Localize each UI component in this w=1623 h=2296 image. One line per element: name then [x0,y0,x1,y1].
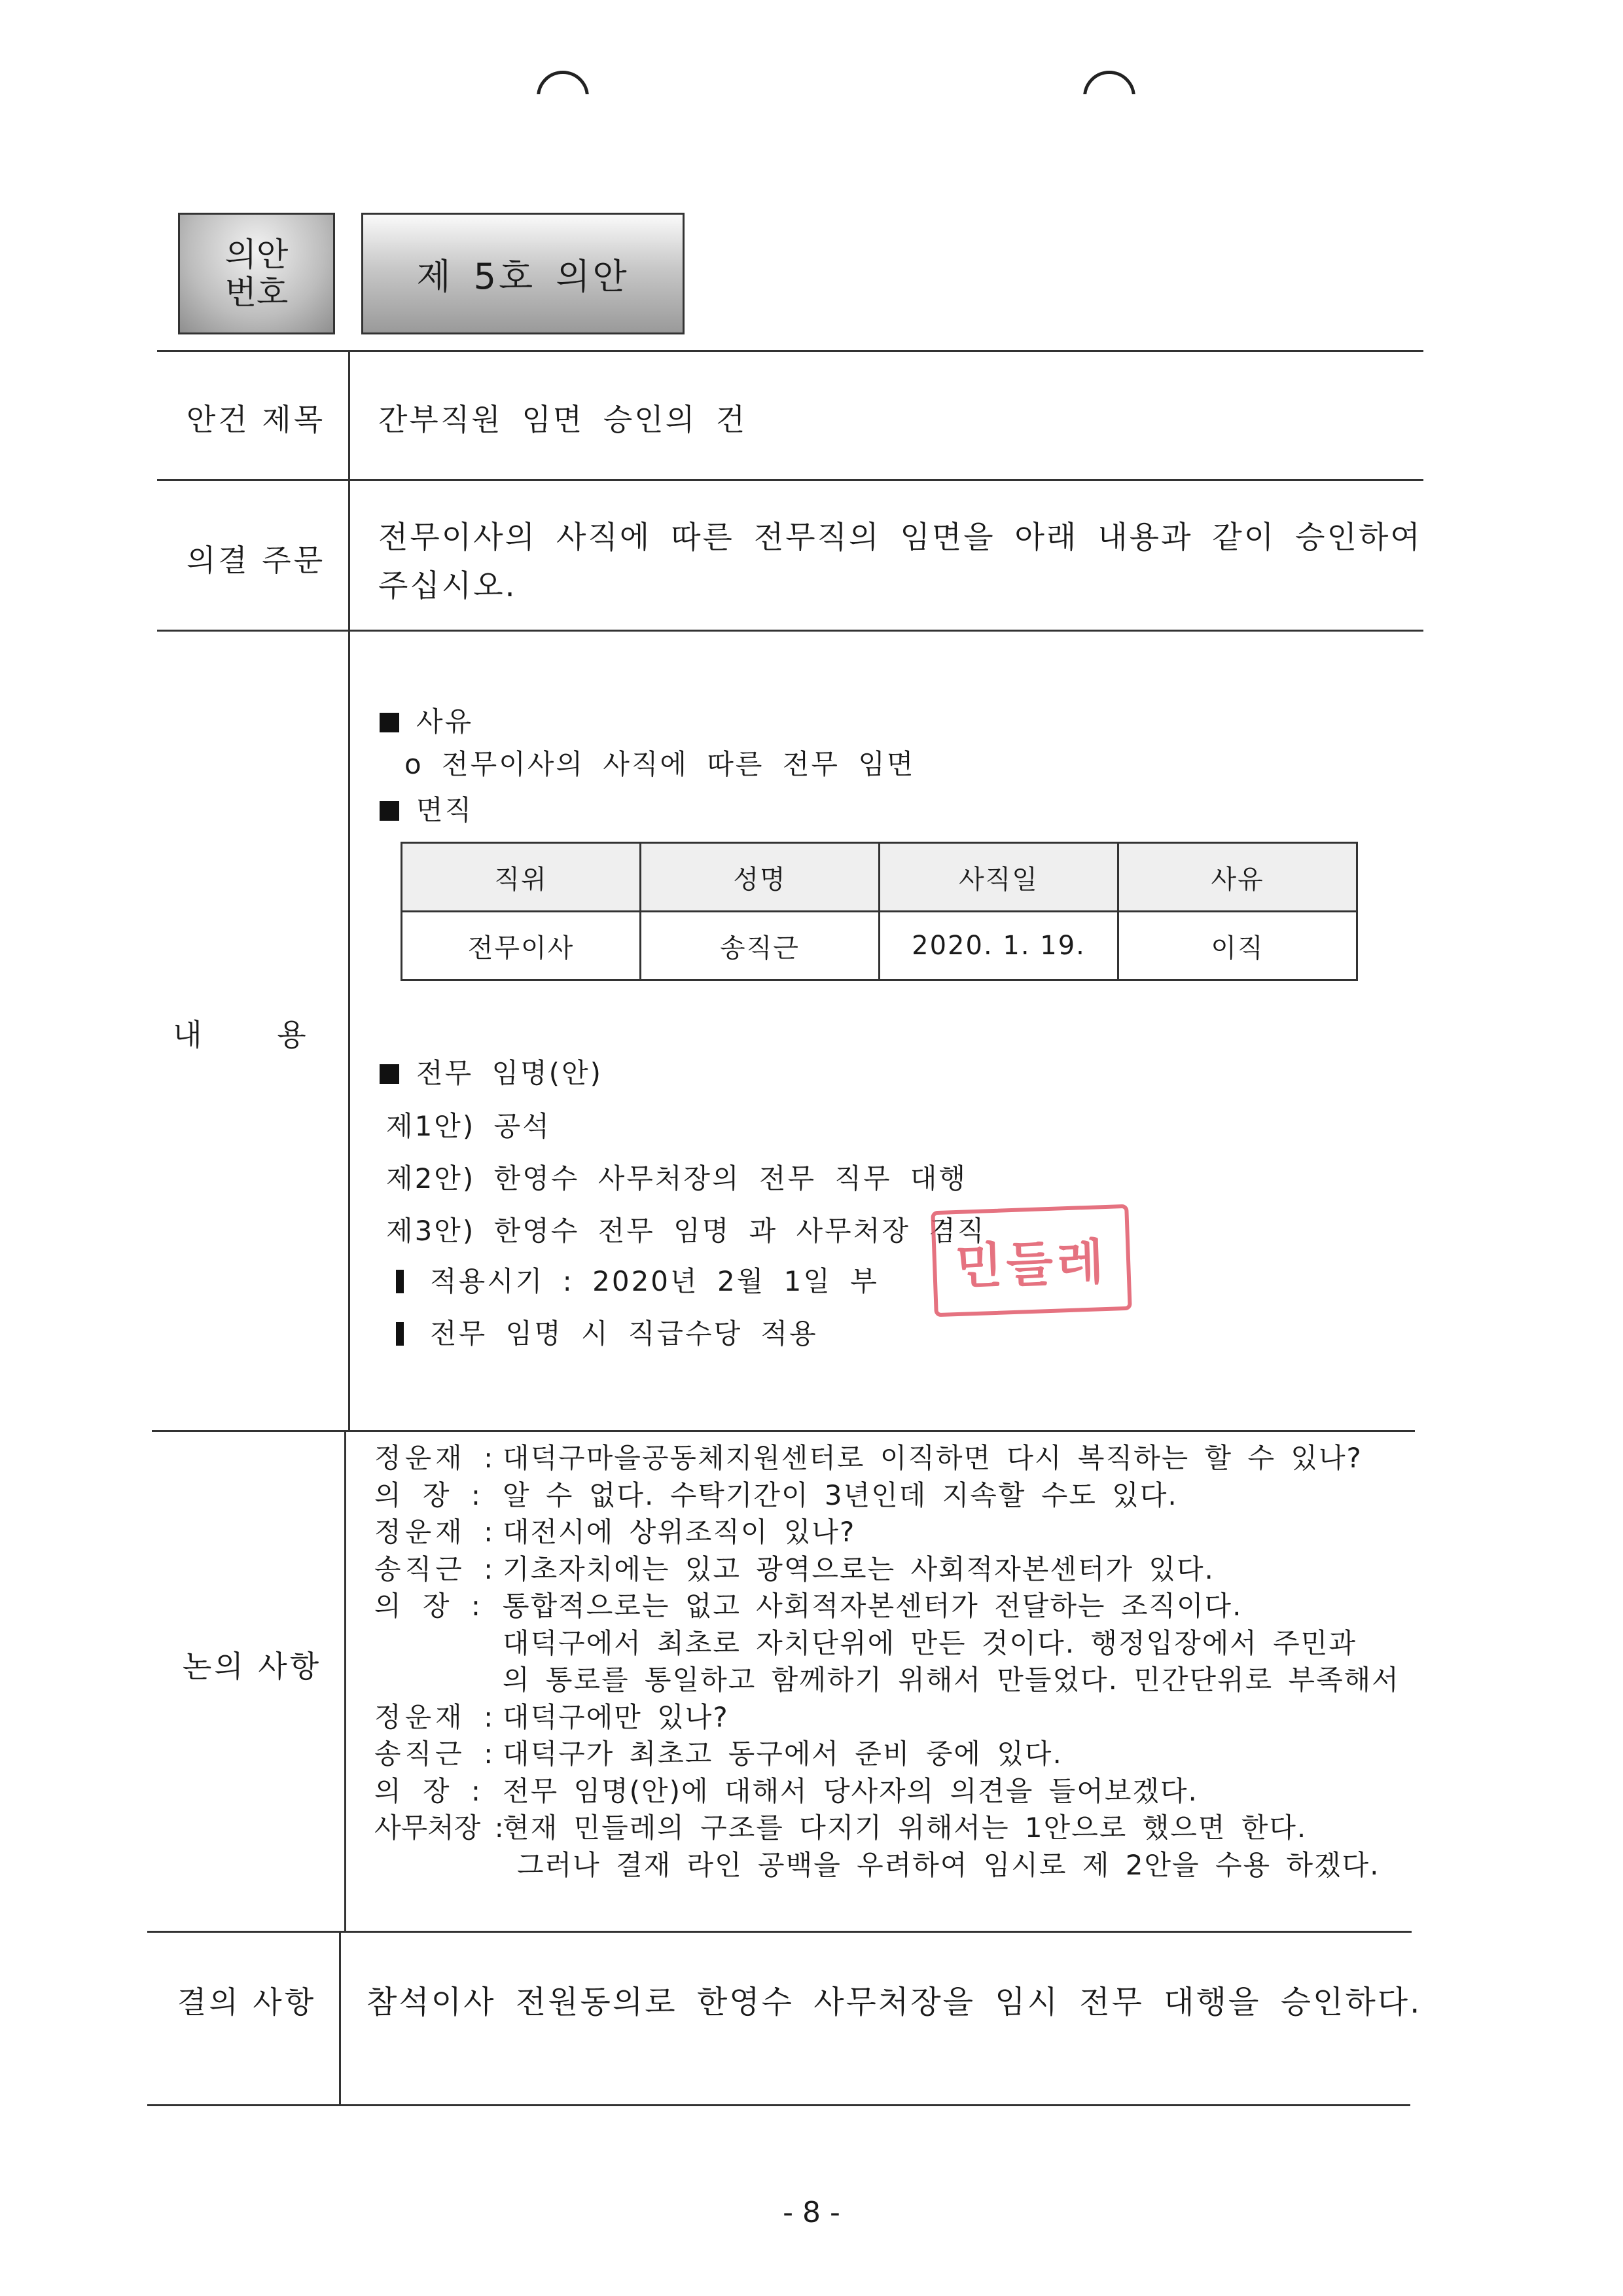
punch-hole-right [1083,71,1135,123]
column-divider-upper [348,350,350,1430]
table-cell-name: 송직근 [641,912,880,980]
square-bullet-icon [380,713,399,732]
table-cell-reason: 이직 [1118,912,1357,980]
dismissal-table [401,842,1358,981]
option-3-key: 제3안) [386,1215,476,1247]
page-number: - 8 - [783,2196,840,2229]
discussion-line: 정운재 : 대덕구마을공동체지원센터로 이직하면 다시 복직하는 할 수 있나? [374,1442,1363,1474]
reason-item: o 전무이사의 사직에 따른 전무 임면 [404,748,916,780]
option-1-key: 제1안) [386,1110,476,1142]
agenda-number-badge [178,213,685,331]
agenda-title-label: 안건 제목 [186,402,326,437]
option-3 [386,1210,986,1249]
agenda-number-label-line1: 의안 [224,236,289,274]
bar-bullet-icon [396,1322,404,1346]
punch-hole-left [537,71,589,123]
rule-bottom [147,2104,1410,2106]
option-1-text: 공석 [493,1110,551,1142]
agenda-number-label [178,213,335,334]
table-header-reason: 사유 [1118,843,1357,912]
discussion-line: 송직근 : 대덕구가 최초고 동구에서 준비 중에 있다. [374,1738,1063,1770]
rule-after-resolution [157,630,1423,632]
agenda-title-value: 간부직원 임면 승인의 건 [378,402,747,437]
discussion-line: 의 장 : 알 수 없다. 수탁기간이 3년인데 지속할 수도 있다. [374,1479,1178,1511]
discussion-line: 대덕구에서 최초로 자치단위에 만든 것이다. 행정입장에서 주민과 [503,1626,1357,1659]
option-2-text: 한영수 사무처장의 전무 직무 대행 [493,1162,968,1194]
discussion-line: 의 통로를 통일하고 함께하기 위해서 만들었다. 민간단위로 부족해서 [503,1664,1400,1696]
bar-bullet-icon [396,1270,404,1293]
option-3-text: 한영수 전무 임명 과 사무처장 겸직 [493,1215,986,1247]
option-2-key: 제2안) [386,1162,476,1194]
rule-top [157,350,1423,352]
discussion-transcript [374,1440,1400,1884]
square-bullet-icon [380,801,399,821]
agenda-number-label-line2: 번호 [224,274,289,312]
table-cell-position: 전무이사 [402,912,641,980]
table-cell-resign-date: 2020. 1. 19. [880,912,1118,980]
discussion-line: 송직근 : 기초자치에는 있고 광역으로는 사회적자본센터가 있다. [374,1552,1215,1585]
rule-after-title [157,479,1423,481]
discussion-line: 의 장 : 전무 임명(안)에 대해서 당사자의 의견을 들어보겠다. [374,1774,1198,1807]
reason-heading: 사유 [380,700,473,740]
table-header-resign-date: 사직일 [880,843,1118,912]
seal-stamp: 민들레 [931,1204,1132,1317]
option-1 [386,1105,551,1144]
table-header-position: 직위 [402,843,641,912]
discussion-label: 논의 사항 [182,1649,322,1684]
discussion-line: 정운재 : 대덕구에만 있나? [374,1700,729,1733]
rule-after-discussion [147,1931,1412,1933]
discussion-line: 그러나 결재 라인 공백을 우려하여 임시로 제 2안을 수용 하겠다. [517,1848,1380,1881]
decision-value: 참석이사 전원동의로 한영수 사무처장을 임시 전무 대행을 승인하다. [366,1984,1422,2020]
resolution-label: 의결 주문 [186,543,326,578]
agenda-number-title: 제 5호 의안 [361,213,685,334]
rule-after-content [152,1430,1415,1432]
note-2: 전무 임명 시 직급수당 적용 [396,1312,818,1352]
discussion-line: 의 장 : 통합적으로는 없고 사회적자본센터가 전달하는 조직이다. [374,1590,1243,1622]
resolution-line2: 주십시오. [378,568,517,604]
resolution-line1: 전무이사의 사직에 따른 전무직의 임면을 아래 내용과 같이 승인하여 [378,520,1422,556]
column-divider-lower [339,1931,341,2104]
decision-label: 결의 사항 [177,1984,317,2020]
discussion-line: 사무처장 :현재 민들레의 구조를 다지기 위해서는 1안으로 했으면 한다. [374,1812,1308,1844]
option-2 [386,1157,967,1196]
dismissal-heading: 면직 [380,789,473,828]
appointment-heading: 전무 임명(안) [380,1052,603,1091]
note-1: 적용시기 : 2020년 2월 1일 부 [396,1260,879,1299]
table-header-name: 성명 [641,843,880,912]
square-bullet-icon [380,1064,399,1084]
column-divider-middle [344,1430,346,1931]
content-label: 내 용 [173,1017,339,1052]
discussion-line: 정운재 : 대전시에 상위조직이 있나? [374,1516,856,1548]
